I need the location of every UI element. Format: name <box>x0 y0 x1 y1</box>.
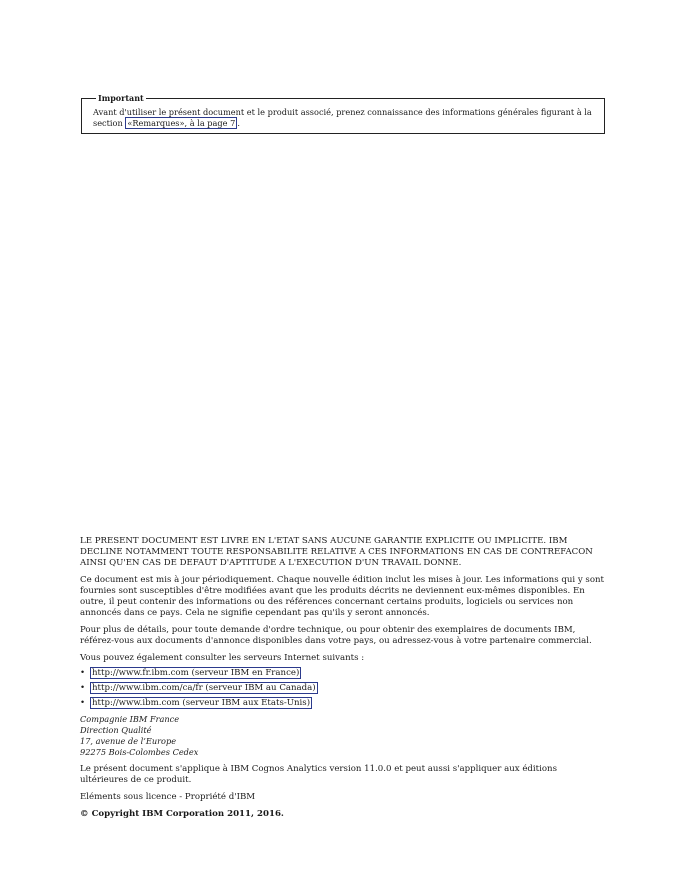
server-list <box>80 667 606 709</box>
server-link-canada[interactable]: http://www.ibm.com/ca/fr (serveur IBM au Canada) <box>92 683 316 693</box>
important-notice-text <box>93 107 594 129</box>
server-list-item <box>80 682 606 694</box>
server-list-item <box>80 697 606 709</box>
remarques-link[interactable]: «Remarques», à la page 7 <box>127 118 236 128</box>
important-text-before: Avant d'utiliser le présent document et le produit associé, prenez connaissance des informations générales figurant à la section <box>93 107 592 128</box>
server-link-france[interactable]: http://www.fr.ibm.com (serveur IBM en France) <box>92 668 300 678</box>
address-line: Compagnie IBM France <box>80 714 180 724</box>
important-legend: Important <box>98 93 144 103</box>
important-text-after: . <box>237 118 240 128</box>
bullet-icon: • <box>80 668 86 678</box>
bullet-icon: • <box>80 698 86 708</box>
important-notice-box <box>81 93 605 134</box>
contact-notice-paragraph: Pour plus de détails, pour toute demande d'ordre technique, ou pour obtenir des exemplaires de documents IBM, référez-vous aux documents d'annonce disponibles dans votre pays, ou adressez-vous à votre partenaire commercial. <box>80 625 592 646</box>
license-paragraph: Eléments sous licence - Propriété d'IBM <box>80 792 256 802</box>
address-line: Direction Qualité <box>80 725 152 735</box>
bullet-icon: • <box>80 683 86 693</box>
copyright-notice: © Copyright IBM Corporation 2011, 2016. <box>80 809 284 819</box>
address-line: 92275 Bois-Colombes Cedex <box>80 747 199 757</box>
applies-to-paragraph: Le présent document s'applique à IBM Cognos Analytics version 11.0.0 et peut aussi s'appliquer aux éditions ultérieures de ce produit. <box>80 764 557 785</box>
update-notice-paragraph: Ce document est mis à jour périodiquement. Chaque nouvelle édition inclut les mises à jour. Les informations qui y sont fournies sont susceptibles d'être modifiées avant que les produits décrits ne deviennent eux-mêmes disponibles. En outre, il peut contenir des informations ou des références concernant certains produits, logiciels ou services non annoncés dans ce pays. Cela ne signifie cependant pas qu'ils y seront annoncés. <box>80 575 605 618</box>
legal-section <box>80 536 606 826</box>
server-link-usa[interactable]: http://www.ibm.com (serveur IBM aux Etats-Unis) <box>92 698 311 708</box>
servers-intro: Vous pouvez également consulter les serveurs Internet suivants : <box>80 653 365 663</box>
disclaimer-paragraph: LE PRESENT DOCUMENT EST LIVRE EN L'ETAT SANS AUCUNE GARANTIE EXPLICITE OU IMPLICITE. IBM DECLINE NOTAMMENT TOUTE RESPONSABILITE RELATIVE A CES INFORMATIONS EN CAS DE CONTREFACON AINSI QU'EN CAS DE DEFAUT D'APTITUDE A L'EXECUTION D'UN TRAVAIL DONNE. <box>80 536 593 568</box>
address-line: 17, avenue de l’Europe <box>80 736 177 746</box>
server-list-item <box>80 667 606 679</box>
company-address <box>80 714 606 758</box>
